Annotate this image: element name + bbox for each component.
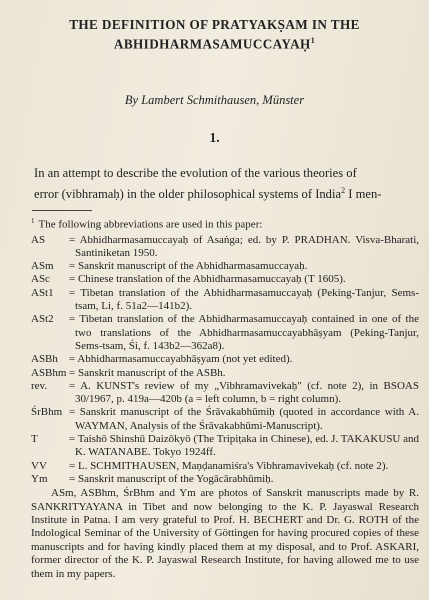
title-footnote-mark: 1	[310, 36, 316, 45]
abbreviation-key: ASt2	[31, 313, 54, 326]
abbreviation-key: VV	[31, 459, 47, 472]
abbreviation-row	[31, 367, 419, 380]
abbreviation-definition: = Chinese translation of the Abhidharmasamuccayaḥ (T 1605).	[69, 273, 346, 286]
abbreviation-key: ŚrBhm	[31, 406, 63, 419]
abbreviation-row	[31, 460, 419, 473]
abbreviation-definition: = Tibetan translation of the Abhidharmasamuccayaḥ (Peking-Tanjur, Sems-tsam, Li, f. 51a2—141b2).	[69, 286, 419, 313]
abbreviation-key: ASt1	[31, 286, 54, 299]
abbreviation-row	[31, 433, 419, 460]
abbreviation-key: rev.	[31, 379, 48, 392]
article-title	[0, 0, 429, 52]
footnote-ref-2: 2	[341, 186, 346, 196]
abbreviation-row	[31, 273, 419, 286]
abbreviation-definition: = Sanskrit manuscript of the Śrāvakabhūmiḥ (quoted in accordance with A. WAYMAN, Analysis of the Śrāvakabhūmi-Manuscript).	[69, 406, 419, 432]
abbreviation-definition: = Sanskrit manuscript of the Abhidharmasamuccayaḥ.	[69, 260, 308, 273]
abbreviation-definition: = Sanskrit manuscript of the ASBh.	[69, 366, 226, 379]
footnote-separator	[32, 210, 92, 211]
body-line-2a: error (vibhramaḥ) in the older philosophical systems of India	[34, 187, 342, 202]
abbreviation-key: ASBh	[31, 353, 58, 366]
footnote-number: 1	[31, 216, 35, 225]
abbreviation-definition: = Abhidharmasamuccayabhāṣyam (not yet edited).	[69, 353, 293, 366]
abbreviation-row	[31, 406, 419, 433]
abbreviation-definition: = Taishō Shinshū Daizōkyō (The Tripiṭaka in Chinese), ed. J. TAKAKUSU and K. WATANABE. Tokyo 1924ff.	[69, 432, 420, 459]
abbreviation-definition: = Sanskrit manuscript of the Yogācārabhūmiḥ.	[69, 472, 274, 485]
body-paragraph	[34, 164, 415, 203]
abbreviation-key: T	[31, 432, 38, 445]
section-number: 1.	[209, 130, 220, 146]
abbreviation-definition: = L. SCHMITHAUSEN, Maṇḍanamiśra's Vibhramavivekaḥ (cf. note 2).	[69, 459, 389, 472]
footnote-block	[31, 215, 419, 581]
author-line: By Lambert Schmithausen, Münster	[124, 93, 305, 108]
abbreviation-table	[31, 234, 419, 487]
body-line-1: In an attempt to describe the evolution of the various theories of	[34, 166, 357, 181]
abbreviation-row	[31, 260, 419, 273]
abbreviation-row	[31, 353, 419, 366]
abbreviation-row	[31, 380, 419, 407]
title-line-2: ABHIDHARMASAMUCCAYAḤ	[113, 36, 311, 52]
abbreviation-definition: = A. KUNST's review of my „Vibhramavivekaḥ" (cf. note 2), in BSOAS 30/1967, p. 419a—420b (a = left column, b = right column).	[69, 379, 419, 406]
abbreviation-key: Ym	[31, 472, 48, 485]
abbreviation-row	[31, 313, 419, 353]
abbreviation-key: AS	[31, 233, 46, 246]
abbreviation-row	[31, 473, 419, 486]
abbreviation-row	[31, 234, 419, 261]
abbreviation-key: ASc	[31, 273, 50, 286]
title-line-1: THE DEFINITION OF PRATYAKṢAM IN THE	[69, 17, 360, 32]
abbreviation-definition: = Tibetan translation of the Abhidharmasamuccayaḥ contained in one of the two translations of the Abhidharmasamuccayabhāṣyam (Peking-Tanjur, Sems-tsam, Śi, f. 143b2—362a8).	[69, 313, 419, 352]
abbreviation-key: ASm	[31, 260, 54, 273]
body-line-2b: I men-	[345, 187, 382, 202]
footnote-intro: $^1$ The following abbreviations are used in this paper:	[31, 216, 263, 231]
footnote-tail: ASm, ASBhm, ŚrBhm and Ym are photos of Sanskrit manuscripts made by R. SANKRITYAYANA in Tibet and now belonging to the K. P. Jayaswal Research Institute in Patna. I am very grateful to Prof. H. BECHERT and Dr. G. ROTH of the Indological Seminar of the University of Göttingen for having procured copies of these manuscripts and for having kindly placed them at my disposal, and to Prof. ASKARI, former director of the K. P. Jayaswal Research Institute, for having allowed me to use them in my papers.	[31, 487, 419, 580]
abbreviation-key: ASBhm	[31, 366, 67, 379]
abbreviation-row	[31, 287, 419, 314]
abbreviation-definition: = Abhidharmasamuccayaḥ of Asaṅga; ed. by P. PRADHAN. Visva-Bharati, Santiniketan 1950.	[69, 233, 419, 259]
